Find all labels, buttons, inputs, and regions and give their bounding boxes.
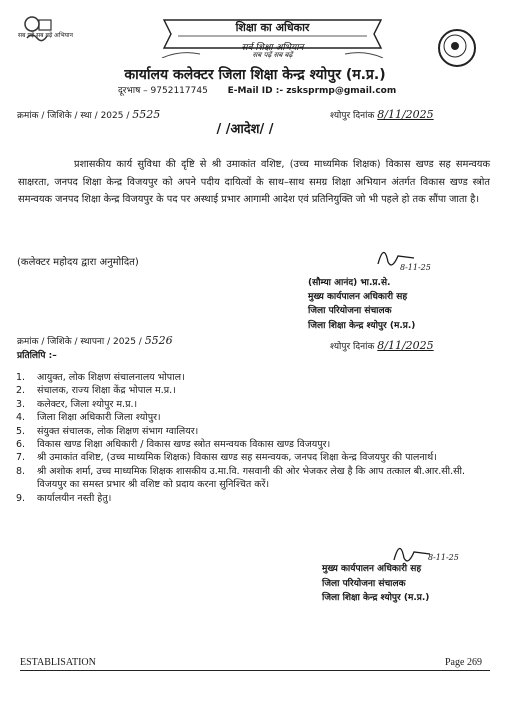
order-ref-number: 5525 xyxy=(132,108,161,121)
item-text: संचालक, राज्य शिक्षा केंद्र भोपाल म.प्र.। xyxy=(37,385,176,397)
list-item xyxy=(16,384,488,397)
item-text: जिला शिक्षा अधिकारी जिला श्योपुर। xyxy=(37,412,161,424)
item-text: विकास खण्ड शिक्षा अधिकारी / विकास खण्ड स्त्रोत समन्वयक विकास खण्ड विजयपुर। xyxy=(37,439,331,451)
list-item xyxy=(16,492,488,505)
order-body: प्रशासकीय कार्य सुविधा की दृष्टि से श्री उमाकांत वशिष्ट, (उच्च माध्यमिक शिक्षक) विकास खण्ड सह समन्वयक साक्षरता, जनपद शिक्षा केन्द्र विजयपुर को अपने पदीय दायित्वों के साथ–साथ समग्र शिक्षा अभियान अंतर्गत विकास खण्ड स्त्रोत समन्वयक जनपद शिक्षा केन्द्र विजयपुर के पद पर अस्थाई प्रभार आगामी आदेश एवं प्रतिनियुक्ति जो भी पहले हो तक सौंपा जाता है। xyxy=(18,159,490,205)
item-number: 9. xyxy=(16,492,26,504)
footer-rule xyxy=(20,670,490,671)
order-date-label: श्योपुर दिनांक xyxy=(330,111,375,121)
footer-page-number: Page 269 xyxy=(445,657,482,668)
copy-ref-number: 5526 xyxy=(144,334,173,347)
list-item xyxy=(16,465,488,492)
office-title: कार्यालय कलेक्टर जिला शिक्षा केन्द्र श्योपुर (म.प्र.) xyxy=(124,67,386,83)
banner-sub-text: सब पढ़ें सब बढ़ें xyxy=(252,51,293,59)
item-text: श्री अशोक शर्मा, उच्च माध्यमिक शिक्षक शासकीय उ.मा.वि. गसवानी की ओर भेजकर लेख है कि आप तत्काल बी.आर.सी.सी. विजयपुर का समस्त प्रभार श्री वशिष्ट को प्रदाय करना सुनिश्चित करें। xyxy=(37,465,466,491)
list-item xyxy=(16,398,488,411)
order-date xyxy=(330,108,500,123)
item-number: 5. xyxy=(16,425,26,437)
copy-date-value: 8/11/2025 xyxy=(377,339,434,352)
copy-list xyxy=(16,371,488,505)
signatory-line: जिला शिक्षा केन्द्र श्योपुर (म.प्र.) xyxy=(308,320,416,331)
signatory-line: मुख्य कार्यपालन अधिकारी सह xyxy=(308,292,408,303)
item-text: संयुक्त संचालक, लोक शिक्षण संभाग ग्वालियर। xyxy=(37,425,199,437)
signatory-line: मुख्य कार्यपालन अधिकारी सह xyxy=(322,564,422,574)
item-text: कलेक्टर, जिला श्योपुर म.प्र.। xyxy=(37,398,138,410)
right-emblem xyxy=(438,29,476,67)
approval-note: (कलेक्टर महोदय द्वारा अनुमोदित) xyxy=(17,257,139,268)
copy-date-label: श्योपुर दिनांक xyxy=(330,342,375,352)
signatory-block xyxy=(308,276,498,333)
copy-signatory-block xyxy=(322,562,502,606)
list-item xyxy=(16,425,488,438)
item-number: 6. xyxy=(16,439,26,451)
signatory-line: जिला शिक्षा केन्द्र श्योपुर (म.प्र.) xyxy=(322,593,430,603)
email-text: E-Mail ID :- zsksprmp@gmail.com xyxy=(227,86,397,96)
signatory-line: जिला परियोजना संचालक xyxy=(308,306,392,317)
signature-date: 8-11-25 xyxy=(428,553,459,562)
item-number: 1. xyxy=(16,372,26,383)
list-item xyxy=(16,451,488,464)
item-number: 7. xyxy=(16,452,26,464)
item-text: आयुक्त, लोक शिक्षण संचालनालय भोपाल। xyxy=(37,372,185,383)
item-text: कार्यालयीन नस्ती हेतु। xyxy=(37,492,112,504)
list-item xyxy=(16,411,488,424)
copy-date xyxy=(330,339,500,354)
order-heading: / /आदेश/ / xyxy=(216,122,274,137)
order-reference xyxy=(17,108,277,123)
item-text: श्री उमाकांत वशिष्ट, (उच्च माध्यमिक शिक्षक) विकास खण्ड सह समन्वयक, जनपद शिक्षा केन्द्र विजयपुर की पालनार्थ। xyxy=(37,452,437,464)
copy-label: प्रतिलिपि :– xyxy=(17,351,57,361)
order-ref-prefix: क्रमांक / जिशिके / स्था / 2025 / xyxy=(17,111,130,121)
signature-date: 8-11-25 xyxy=(400,263,431,272)
copy-reference xyxy=(17,334,277,349)
footer-left-text: ESTABLISATION xyxy=(20,657,96,668)
copy-ref-prefix: क्रमांक / जिशिके / स्थापना / 2025 / xyxy=(17,337,142,347)
left-seal-text: सब पढ़ें सब बढ़ें अभियान xyxy=(18,32,73,39)
item-number: 4. xyxy=(16,412,26,424)
phone-text: दूरभाष – 9752117745 xyxy=(118,86,208,96)
item-number: 3. xyxy=(16,398,26,410)
order-date-value: 8/11/2025 xyxy=(377,108,434,121)
contact-line xyxy=(118,85,408,97)
list-item xyxy=(16,371,488,384)
list-item xyxy=(16,438,488,451)
item-number: 8. xyxy=(16,465,26,477)
item-number: 2. xyxy=(16,385,26,397)
banner-mid-text: सर्व शिक्षा अभियान xyxy=(241,43,304,53)
signatory-line: जिला परियोजना संचालक xyxy=(322,578,406,589)
signatory-line: (सौम्या आनंद) भा.प्र.से. xyxy=(308,278,391,288)
banner-top-text: शिक्षा का अधिकार xyxy=(235,21,310,34)
